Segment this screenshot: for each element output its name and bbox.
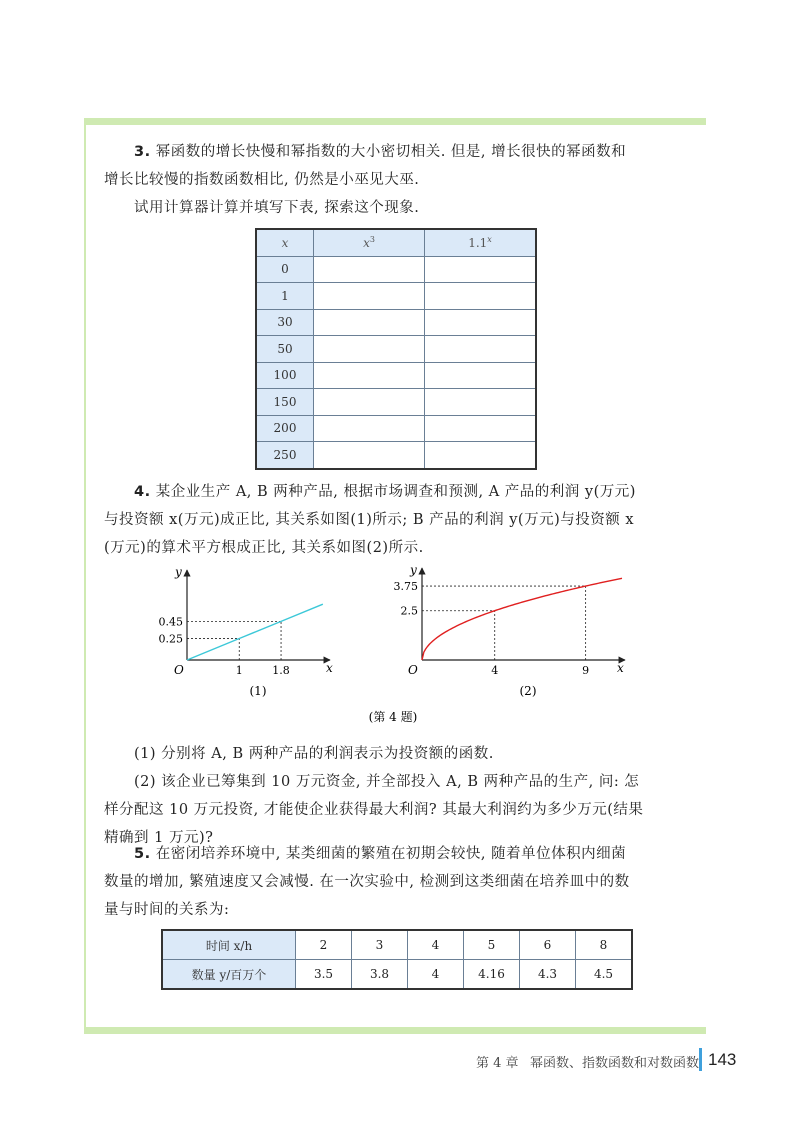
empty-cell bbox=[314, 309, 425, 336]
frame-top-border bbox=[84, 118, 706, 125]
x-value: 150 bbox=[256, 389, 314, 416]
time-cell: 6 bbox=[520, 930, 576, 960]
chart-b-origin: O bbox=[408, 663, 418, 677]
question-2-line3: 精确到 1 万元)? bbox=[104, 830, 214, 846]
problem4-number: 4. bbox=[134, 484, 151, 500]
empty-cell bbox=[314, 389, 425, 416]
chart-b-xlabel: x bbox=[617, 661, 624, 675]
count-cell: 4.16 bbox=[464, 960, 520, 990]
chart-a-origin: O bbox=[174, 663, 184, 677]
problem5-line2: 数量的增加, 繁殖速度又会减慢. 在一次实验中, 检测到这类细菌在培养皿中的数 bbox=[104, 874, 630, 890]
problem5-line3: 量与时间的关系为: bbox=[104, 902, 230, 918]
problem3-text bbox=[104, 138, 690, 222]
page-number: 143 bbox=[708, 1050, 737, 1069]
x-value: 250 bbox=[256, 442, 314, 469]
empty-cell bbox=[314, 362, 425, 389]
problem3-number: 3. bbox=[134, 144, 151, 160]
chart-b-ytick: 3.75 bbox=[393, 580, 418, 594]
figure-caption: (第 4 题) bbox=[368, 710, 418, 724]
time-cell: 3 bbox=[352, 930, 408, 960]
chart-b-caption: (2) bbox=[519, 684, 537, 698]
problem3-line2: 增长比较慢的指数函数相比, 仍然是小巫见大巫. bbox=[104, 172, 420, 188]
empty-cell bbox=[425, 389, 537, 416]
problem4-line2: 与投资额 x(万元)成正比, 其关系如图(1)所示; B 产品的利润 y(万元)与投资额 x bbox=[104, 512, 635, 528]
empty-cell bbox=[425, 256, 537, 283]
chart-b-ylabel: y bbox=[410, 563, 417, 577]
count-cell: 4.3 bbox=[520, 960, 576, 990]
header-x-cubed: $x^3$ bbox=[314, 229, 425, 256]
empty-cell bbox=[314, 283, 425, 310]
empty-cell bbox=[314, 442, 425, 469]
question-2-line2: 样分配这 10 万元投资, 才能使企业获得最大利润? 其最大利润约为多少万元(结果 bbox=[104, 802, 644, 818]
problem3-line3: 试用计算器计算并填写下表, 探索这个现象. bbox=[134, 200, 420, 216]
chart-b-ytick: 2.5 bbox=[400, 604, 418, 618]
footer-accent-bar bbox=[699, 1048, 702, 1071]
empty-cell bbox=[425, 309, 537, 336]
time-cell: 2 bbox=[296, 930, 352, 960]
bacteria-table bbox=[161, 929, 633, 990]
time-cell: 5 bbox=[464, 930, 520, 960]
chart-a-ylabel: y bbox=[175, 565, 182, 579]
empty-cell bbox=[425, 362, 537, 389]
empty-cell bbox=[314, 256, 425, 283]
row-label-count: 数量 y/百万个 bbox=[162, 960, 296, 990]
count-cell: 3.8 bbox=[352, 960, 408, 990]
chart-a bbox=[159, 565, 334, 698]
chart-a-xlabel: x bbox=[326, 661, 333, 675]
empty-cell bbox=[425, 336, 537, 363]
growth-table bbox=[255, 228, 537, 470]
question-2-line1: (2) 该企业已筹集到 10 万元资金, 并全部投入 A, B 两种产品的生产, 问: 怎 bbox=[134, 774, 640, 790]
x-value: 0 bbox=[256, 256, 314, 283]
row-label-time: 时间 x/h bbox=[162, 930, 296, 960]
footer-chapter: 第 4 章 bbox=[476, 1056, 519, 1071]
x-value: 200 bbox=[256, 415, 314, 442]
empty-cell bbox=[314, 415, 425, 442]
problem4-line3: (万元)的算术平方根成正比, 其关系如图(2)所示. bbox=[104, 540, 424, 556]
chart-b bbox=[394, 563, 626, 698]
time-cell: 8 bbox=[576, 930, 633, 960]
question-1: (1) 分别将 A, B 两种产品的利润表示为投资额的函数. bbox=[134, 746, 494, 762]
x-value: 100 bbox=[256, 362, 314, 389]
chart-a-series-line bbox=[187, 604, 323, 660]
chart-b-xtick: 9 bbox=[582, 664, 590, 677]
footer-title: 幂函数、指数函数和对数函数 bbox=[530, 1056, 700, 1071]
problem3-line1: 幂函数的增长快慢和幂指数的大小密切相关. 但是, 增长很快的幂函数和 bbox=[155, 144, 627, 160]
problem5-text bbox=[104, 840, 690, 924]
profit-figures bbox=[0, 560, 800, 730]
x-value: 1 bbox=[256, 283, 314, 310]
empty-cell bbox=[425, 283, 537, 310]
chart-a-xtick: 1.8 bbox=[272, 664, 290, 677]
header-x: x bbox=[256, 229, 314, 256]
frame-bottom-border bbox=[84, 1027, 706, 1034]
header-exp: 1.1$^x$ bbox=[425, 229, 537, 256]
chart-a-caption: (1) bbox=[249, 684, 267, 698]
chart-b-series-curve bbox=[422, 578, 622, 660]
count-cell: 3.5 bbox=[296, 960, 352, 990]
problem5-line1: 在密闭培养环境中, 某类细菌的繁殖在初期会较快, 随着单位体积内细菌 bbox=[155, 846, 627, 862]
problem4-line1: 某企业生产 A, B 两种产品, 根据市场调查和预测, A 产品的利润 y(万元) bbox=[155, 484, 636, 500]
chart-a-xtick: 1 bbox=[235, 664, 243, 677]
count-cell: 4 bbox=[408, 960, 464, 990]
time-cell: 4 bbox=[408, 930, 464, 960]
empty-cell bbox=[314, 336, 425, 363]
chart-b-xtick: 4 bbox=[491, 664, 499, 677]
problem5-number: 5. bbox=[134, 846, 151, 862]
x-value: 50 bbox=[256, 336, 314, 363]
problem4-questions bbox=[104, 740, 690, 852]
count-cell: 4.5 bbox=[576, 960, 633, 990]
chart-a-ytick: 0.45 bbox=[158, 615, 183, 629]
empty-cell bbox=[425, 415, 537, 442]
x-value: 30 bbox=[256, 309, 314, 336]
empty-cell bbox=[425, 442, 537, 469]
problem4-text bbox=[104, 478, 690, 562]
chart-a-ytick: 0.25 bbox=[158, 632, 183, 646]
